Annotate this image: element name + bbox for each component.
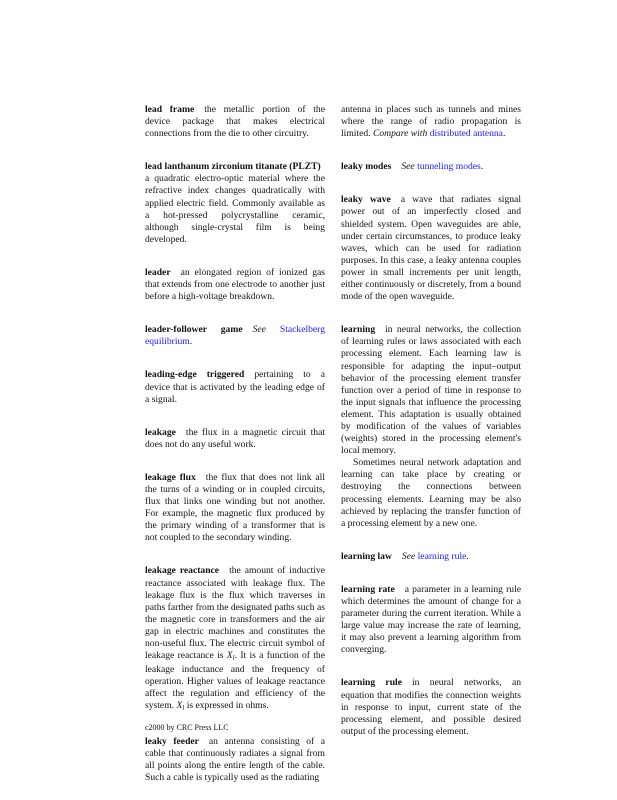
entry-leaky-feeder-continued (341, 104, 521, 140)
entry-definition: in neural networks, the collection of learning rules or laws associated with each processing element. Each learning law is responsible for adapting the input–output behavior of the processing element transfer function over a period of time in response to the input signals that influence the processing element. This adaptation is usually obtained by modification of the values of variables (weights) stored in the processing element's local memory. (341, 324, 521, 457)
entry-term: leakage reactance (145, 565, 220, 577)
entry-leaky-feeder (145, 736, 325, 784)
symbol-main: X (176, 700, 183, 712)
punctuation: . (189, 336, 193, 348)
entry-term: leaky modes (341, 161, 392, 173)
entry-term: learning law (341, 550, 392, 562)
entry-definition: . It is a function of the leakage inductance and the frequency of operation. Higher values of leakage reactance affect the regulation and efficiency of the system. (145, 650, 325, 712)
entry-term: leaky feeder (145, 735, 199, 747)
symbol-subscript: l (232, 654, 235, 663)
entry-term: leader (145, 266, 171, 278)
entry-leader-follower-game (145, 324, 325, 348)
entry-term: learning rule (341, 677, 402, 689)
entry-term: lead lanthanum zirconium titanate (PLZT) (145, 161, 321, 173)
entry-learning-paragraph-2: Sometimes neural network adaptation and learning can take place by creating or destroying the connections between processing elements. Learning may be also achieved by replacing the transfer function of a processing element by a new one. (341, 457, 521, 529)
entry-leaky-modes (341, 161, 521, 173)
punctuation: . (502, 128, 506, 140)
entry-learning-law (341, 551, 521, 563)
entry-term: learning rate (341, 583, 395, 595)
right-column (341, 104, 521, 738)
entry-term: leakage (145, 426, 176, 438)
see-label: See (401, 550, 416, 562)
entry-definition: the flux that does not link all the turns of a winding or in coupled circuits, flux that links one winding but not another. For example, the magnetic flux produced by the primary winding of a transformer that is not coupled to the secondary winding. (145, 471, 325, 544)
copyright-footer: c2000 by CRC Press LLC (145, 723, 229, 732)
compare-label: Compare with (372, 128, 428, 140)
entry-term: leader-follower game (145, 324, 243, 336)
entry-definition: the flux in a magnetic circuit that does not do any useful work. (145, 426, 325, 450)
entry-definition: the metallic portion of the device package that makes electrical connections from the die to other circuitry. (145, 104, 325, 140)
symbol (176, 700, 184, 711)
left-column (145, 104, 325, 784)
entry-definition: a wave that radiates signal power out of an imperfectly closed and shielded system. Open waveguides are able, under certain circumstances, to produce leaky waves, which can be used for radiation purposes. In this case, a leaky antenna couples power in small increments per unit length, either continuously or discretely, from a bound mode of the open waveguide. (341, 194, 521, 303)
cross-reference-link[interactable]: learning rule (417, 550, 467, 562)
symbol-subscript: l (182, 704, 185, 713)
symbol (227, 650, 235, 661)
entry-term: leakage flux (145, 471, 196, 483)
entry-definition: a quadratic electro-optic material where the refractive index changes quadratically with applied electric field. Commonly available as a hot-pressed polycrystalline ceramic, although single-crystal film is being developed. (145, 173, 325, 245)
entry-leakage-flux (145, 472, 325, 545)
entry-definition: pertaining to a device that is activated by the leading edge of a signal. (145, 369, 325, 405)
entry-leaky-wave (341, 194, 521, 303)
entry-leakage (145, 427, 325, 451)
entry-term: lead frame (145, 104, 195, 115)
entry-definition: in neural networks, an equation that modifies the connection weights in response to input, current state of the processing element, and possible desired output of the processing element. (341, 677, 521, 737)
entry-term: leaky wave (341, 194, 391, 206)
entry-learning-rule (341, 677, 521, 737)
symbol-main: X (226, 650, 233, 662)
entry-definition: an antenna consisting of a cable that continuously radiates a signal from all points along the entire length of the cable. Such a cable is typically used as the radiating (145, 735, 325, 783)
entry-learning-rate (341, 584, 521, 657)
entry-lead-frame (145, 104, 325, 140)
punctuation: . (480, 161, 484, 173)
entry-leader (145, 267, 325, 303)
cross-reference-link[interactable]: distributed antenna (429, 128, 503, 140)
entry-leakage-reactance (145, 565, 325, 714)
entry-leading-edge-triggered (145, 369, 325, 405)
entry-term: leading-edge triggered (145, 369, 245, 381)
cross-reference-link[interactable]: Stackelberg equilibrium (145, 324, 325, 348)
punctuation: . (466, 550, 469, 562)
entry-definition: the amount of inductive reactance associated with leakage flux. The leakage flux is the flux which traverses in paths farther from the designated paths such as the magnetic core in transformers and the air gap in electric machines and constitutes the non-useful flux. The electric circuit symbol of leakage reactance is (145, 565, 325, 662)
entry-definition: antenna in places such as tunnels and mines where the range of radio propagation is limited. (341, 104, 521, 140)
entry-definition: is expressed in ohms. (186, 700, 269, 712)
see-label: See (252, 324, 266, 336)
entry-learning (341, 324, 521, 457)
entry-plzt (145, 161, 325, 246)
entry-definition: a parameter in a learning rule which determines the amount of change for a parameter during the current iteration. While a large value may increase the rate of learning, it may also prevent a learning algorithm from converging. (341, 583, 521, 656)
entry-definition: an elongated region of ionized gas that extends from one electrode to another just before a high-voltage breakdown. (145, 266, 325, 303)
entry-term: learning (341, 324, 376, 336)
cross-reference-link[interactable]: tunneling modes (417, 161, 481, 173)
see-label: See (401, 161, 415, 173)
